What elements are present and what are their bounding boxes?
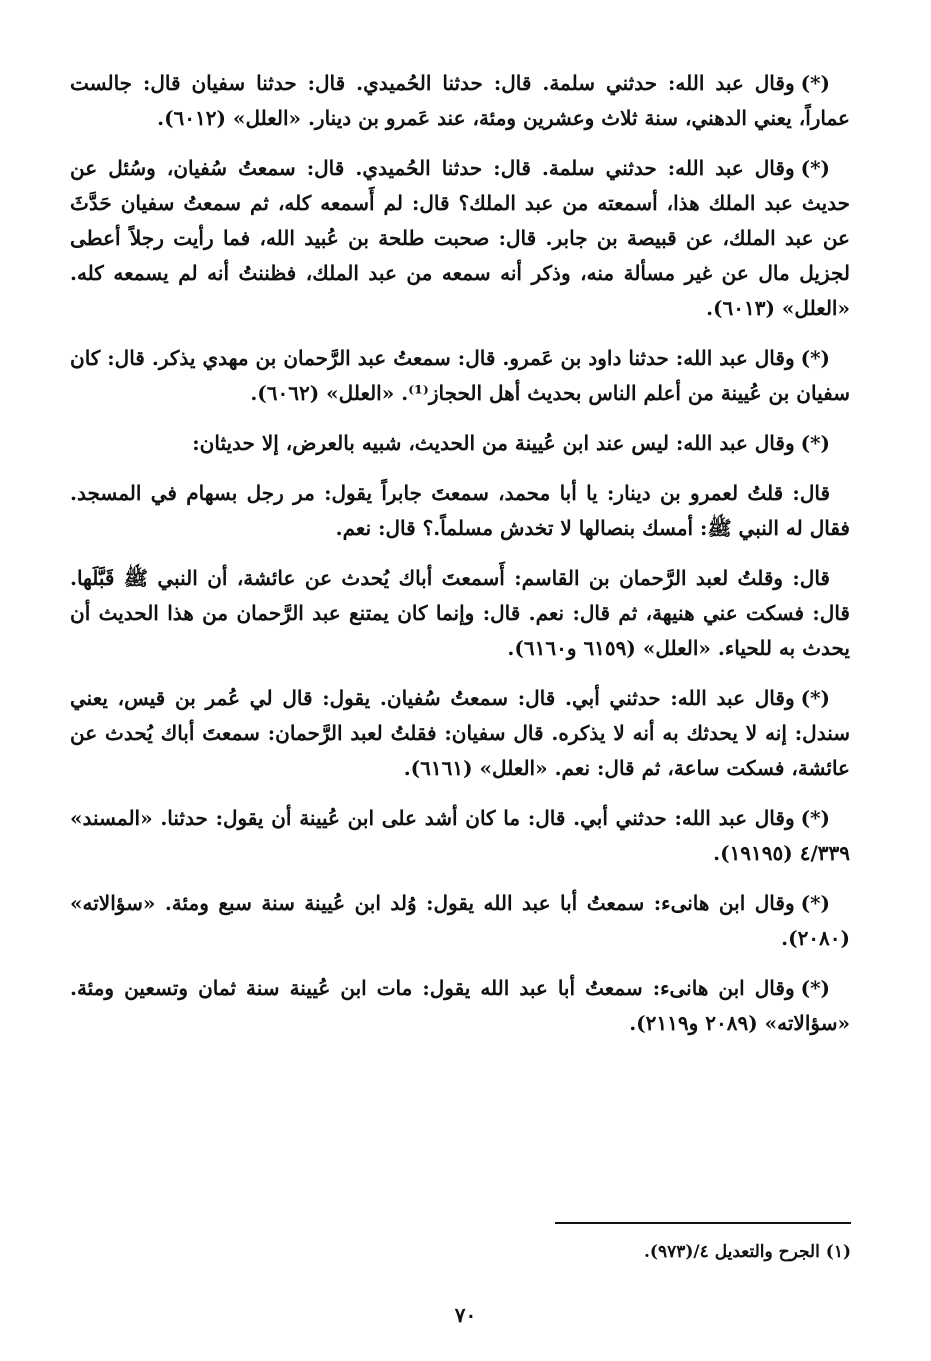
paragraph-9	[70, 886, 850, 956]
footnote: (١) الجرح والتعديل ٤/(٩٧٣).	[644, 1242, 851, 1262]
paragraph-marker: (*)	[800, 156, 830, 180]
paragraph-7	[70, 681, 850, 786]
paragraph-5	[70, 476, 850, 546]
paragraph-6	[70, 561, 850, 666]
paragraph-marker: (*)	[800, 806, 830, 830]
paragraph-10	[70, 971, 850, 1041]
paragraph-text: قال: قلتُ لعمرو بن دينار: يا أبا محمد، سمعتَ جابراً يقول: مر رجل بسهام في المسجد. فقال له النبي ﷺ: أمسك بنصالها لا تخدش مسلماً.؟ قال: نعم.	[70, 481, 850, 540]
paragraph-4	[70, 426, 850, 461]
paragraph-2	[70, 151, 850, 326]
paragraph-marker: (*)	[800, 686, 830, 710]
paragraph-text: وقال عبد الله: ليس عند ابن عُيينة من الحديث، شبيه بالعرض، إلا حديثان:	[192, 431, 795, 455]
paragraph-text: وقال عبد الله: حدثني أبي. قال: سمعتُ سُفيان. يقول: قال لي عُمر بن قيس، يعني سندل: إنه لا يحدثك به أنه لا يذكره. قال سفيان: فقلتُ لعبد الرَّحمان: سمعتَ أباك يُحدث عن عائشة، فسكت ساعة، ثم قال: نعم. «العلل» (٦١٦١).	[70, 686, 850, 780]
paragraph-marker: (*)	[800, 346, 830, 370]
paragraph-text: وقال عبد الله: حدثني سلمة. قال: حدثنا الحُميدي. قال: سمعتُ سُفيان، وسُئل عن حديث عبد الملك هذا، أسمعته من عبد الملك؟ قال: لم أَسمعه كله، ثم سمعتُ سفيان حَدَّثَ عن عبد الملك، عن قبيصة بن جابر. قال: صحبت طلحة بن عُبيد الله، فما رأيت رجلاً أعطى لجزيل مال عن غير مسألة منه، وذكر أنه سمعه من عبد الملك، فظننتُ أنه لم يسمعه كله. «العلل» (٦٠١٣).	[70, 156, 850, 320]
paragraph-marker: (*)	[800, 891, 830, 915]
paragraph-text: قال: وقلتُ لعبد الرَّحمان بن القاسم: أَسمعتَ أباك يُحدث عن عائشة، أن النبي ﷺ قَبَّلَها. قال: فسكت عني هنيهة، ثم قال: نعم. قال: وإنما كان يمتنع عبد الرَّحمان من هذا الحديث أن يحدث به للحياء. «العلل» (٦١٥٩ و٦١٦٠).	[70, 566, 850, 660]
main-text	[70, 66, 850, 1056]
paragraph-text: وقال عبد الله: حدثنا داود بن عَمرو. قال: سمعتُ عبد الرَّحمان بن مهدي يذكر. قال: كان سفيان بن عُيينة من أعلم الناس بحديث أهل الحجاز⁽¹⁾. «العلل» (٦٠٦٢).	[70, 346, 850, 405]
paragraph-text: وقال ابن هانىء: سمعتُ أبا عبد الله يقول: مات ابن عُيينة سنة ثمان وتسعين ومئة. «سؤالاته» (٢٠٨٩ و٢١١٩).	[70, 976, 850, 1035]
paragraph-3	[70, 341, 850, 411]
paragraph-8	[70, 801, 850, 871]
paragraph-marker: (*)	[800, 71, 830, 95]
paragraph-text: وقال عبد الله: حدثني سلمة. قال: حدثنا الحُميدي. قال: حدثنا سفيان قال: جالست عماراً، يعني الدهني، سنة ثلاث وعشرين ومئة، عند عَمرو بن دينار. «العلل» (٦٠١٢).	[70, 71, 850, 130]
page-number: ٧٠	[454, 1303, 477, 1327]
paragraph-text: وقال عبد الله: حدثني أبي. قال: ما كان أشد على ابن عُيينة أن يقول: حدثنا. «المسند» ٤/٣٣٩ (١٩١٩٥).	[70, 806, 850, 865]
paragraph-marker: (*)	[800, 976, 830, 1000]
paragraph-marker: (*)	[800, 431, 830, 455]
footnote-divider	[555, 1222, 851, 1224]
paragraph-text: وقال ابن هانىء: سمعتُ أبا عبد الله يقول: وُلد ابن عُيينة سنة سبع ومئة. «سؤالاته» (٢٠٨٠).	[70, 891, 850, 950]
paragraph-1	[70, 66, 850, 136]
